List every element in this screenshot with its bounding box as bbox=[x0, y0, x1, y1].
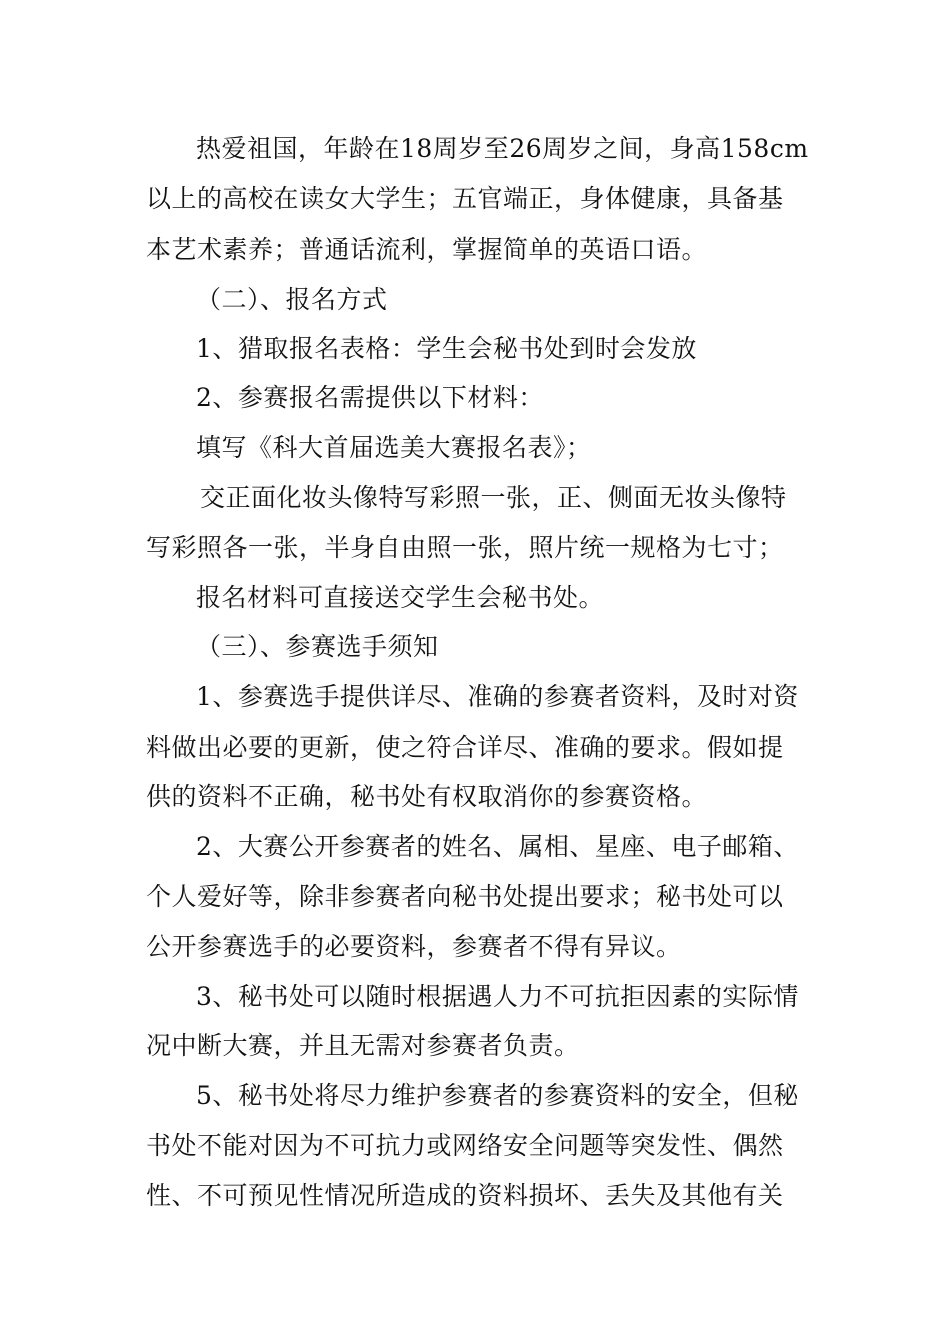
text-line: 5、秘书处将尽力维护参赛者的参赛资料的安全，但秘 bbox=[196, 1081, 799, 1110]
text-line: 1、猎取报名表格：学生会秘书处到时会发放 bbox=[196, 334, 697, 363]
text-line: 写彩照各一张，半身自由照一张，照片统一规格为七寸； bbox=[146, 533, 784, 562]
text-line: 1、参赛选手提供详尽、准确的参赛者资料，及时对资 bbox=[196, 682, 799, 711]
text-line: 性、不可预见性情况所造成的资料损坏、丢失及其他有关 bbox=[146, 1181, 784, 1210]
text-line: 公开参赛选手的必要资料，参赛者不得有异议。 bbox=[146, 932, 682, 961]
text-line: 书处不能对因为不可抗力或网络安全问题等突发性、偶然 bbox=[146, 1131, 784, 1160]
text-line: 个人爱好等，除非参赛者向秘书处提出要求；秘书处可以 bbox=[146, 882, 784, 911]
text-line: 报名材料可直接送交学生会秘书处。 bbox=[196, 583, 605, 612]
text-line: 热爱祖国，年龄在18周岁至26周岁之间，身高158cm bbox=[196, 134, 809, 163]
text-line: 3、秘书处可以随时根据遇人力不可抗拒因素的实际情 bbox=[196, 982, 799, 1011]
text-line: 2、参赛报名需提供以下材料： bbox=[196, 383, 544, 412]
section-heading: （三）、参赛选手须知 bbox=[196, 632, 439, 661]
section-heading: （二）、报名方式 bbox=[196, 285, 388, 314]
text-line: 况中断大赛，并且无需对参赛者负责。 bbox=[146, 1031, 580, 1060]
text-line: 以上的高校在读女大学生；五官端正，身体健康，具备基 bbox=[146, 184, 784, 213]
text-line: 供的资料不正确，秘书处有权取消你的参赛资格。 bbox=[146, 782, 708, 811]
text-line: 本艺术素养；普通话流利，掌握简单的英语口语。 bbox=[146, 235, 708, 264]
text-line: 料做出必要的更新，使之符合详尽、准确的要求。假如提 bbox=[146, 733, 784, 762]
text-line: 填写《科大首届选美大赛报名表》； bbox=[196, 433, 592, 462]
text-line: 交正面化妆头像特写彩照一张，正、侧面无妆头像特 bbox=[200, 483, 787, 512]
text-line: 2、大赛公开参赛者的姓名、属相、星座、电子邮箱、 bbox=[196, 832, 799, 861]
